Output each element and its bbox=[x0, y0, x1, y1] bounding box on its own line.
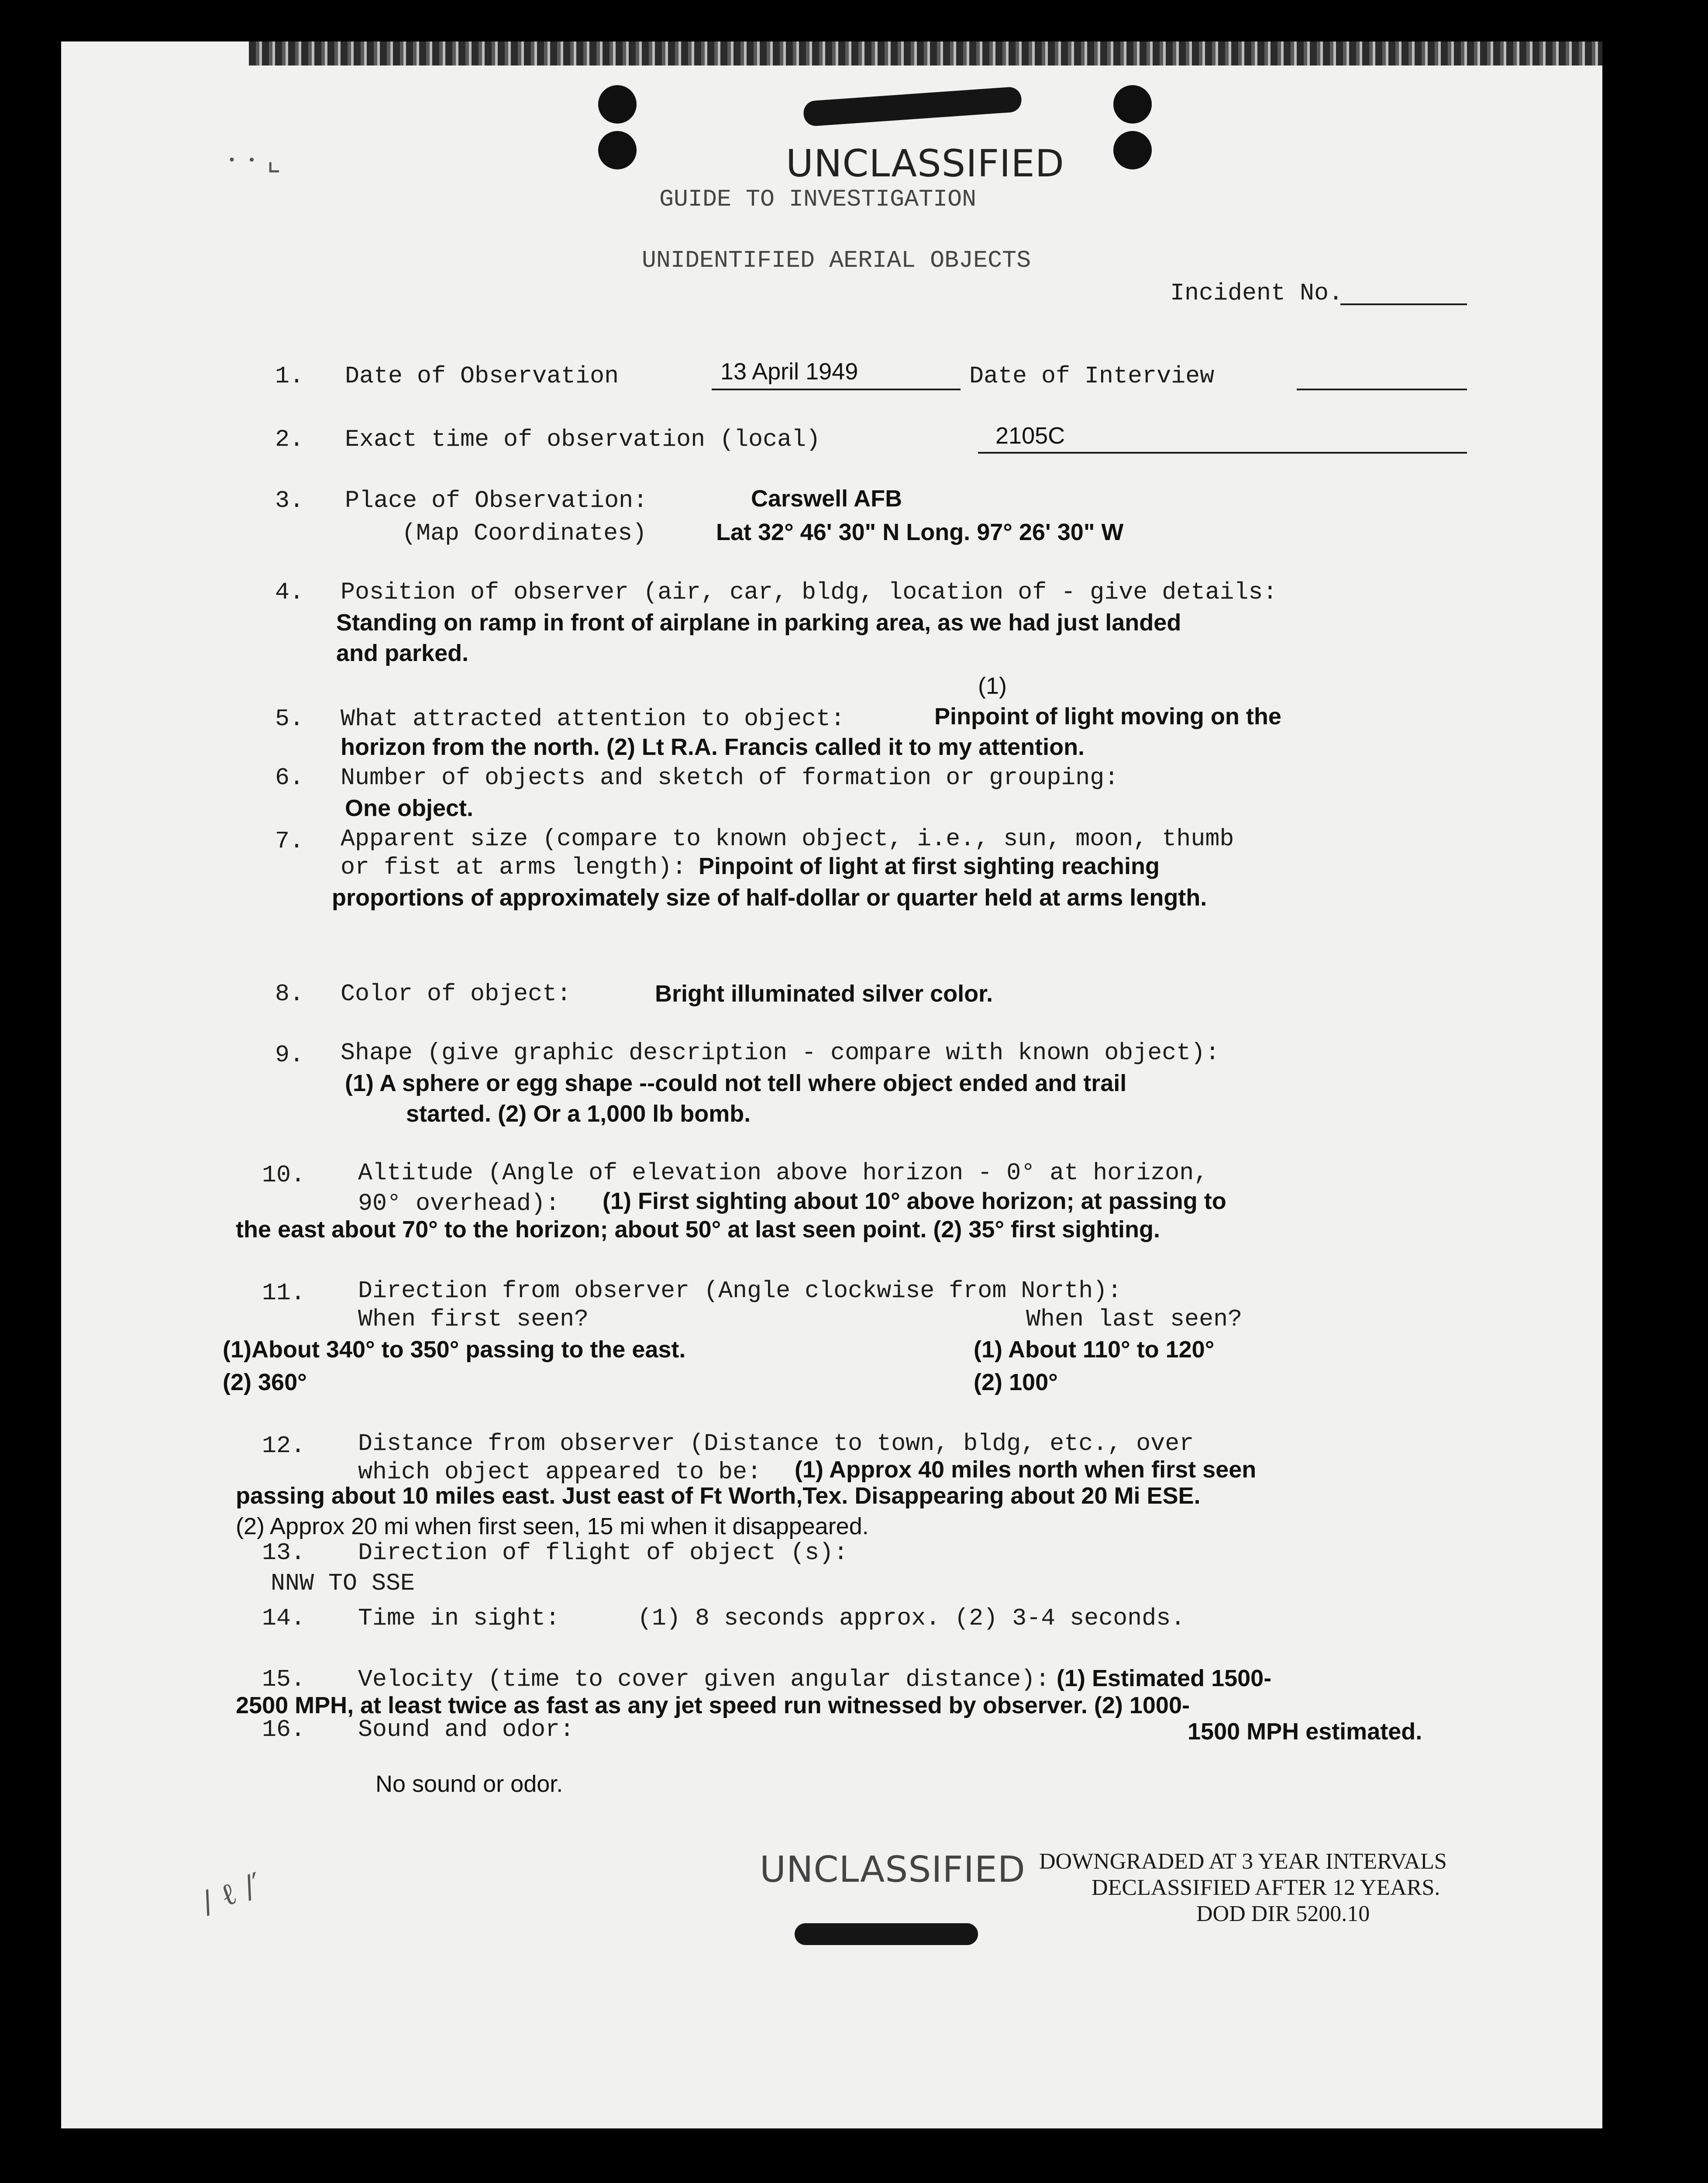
number-of-objects-label: Number of objects and sketch of formation or grouping: bbox=[341, 764, 1119, 792]
item-number: 5. bbox=[275, 705, 304, 733]
redaction-blot bbox=[803, 86, 1023, 127]
position-answer: and parked. bbox=[336, 640, 469, 666]
redaction-blot bbox=[795, 1923, 978, 1945]
downgrade-notice: DOWNGRADED AT 3 YEAR INTERVALS bbox=[1039, 1849, 1447, 1874]
attention-marker: (1) bbox=[978, 673, 1007, 699]
velocity-label: Velocity (time to cover given angular distance): bbox=[358, 1666, 1050, 1693]
observation-time-value: 2105C bbox=[995, 423, 1065, 449]
item-number: 11. bbox=[262, 1279, 306, 1307]
velocity-answer: 2500 MPH, at least twice as fast as any jet speed run witnessed by observer. (2) 1000- bbox=[236, 1692, 1190, 1718]
apparent-size-label: Apparent size (compare to known object, i.e., sun, moon, thumb bbox=[341, 825, 1234, 853]
item-number: 8. bbox=[275, 980, 304, 1008]
last-seen-answer: (1) About 110° to 120° bbox=[974, 1336, 1215, 1363]
downgrade-notice: DOD DIR 5200.10 bbox=[1196, 1901, 1370, 1926]
item-number: 12. bbox=[262, 1432, 306, 1460]
date-of-observation-field bbox=[712, 389, 961, 390]
number-of-objects-answer: One object. bbox=[345, 795, 474, 821]
observation-time-field bbox=[978, 452, 1467, 454]
item-number: 13. bbox=[262, 1539, 306, 1567]
distance-label: which object appeared to be: bbox=[358, 1458, 762, 1486]
position-answer: Standing on ramp in front of airplane in parking area, as we had just landed bbox=[336, 609, 1181, 636]
shape-answer: started. (2) Or a 1,000 lb bomb. bbox=[406, 1101, 751, 1127]
altitude-answer: the east about 70° to the horizon; about 50° at last seen point. (2) 35° first sighting. bbox=[236, 1216, 1160, 1243]
apparent-size-label: or fist at arms length): bbox=[341, 854, 687, 881]
item-number: 10. bbox=[262, 1161, 306, 1189]
altitude-label: 90° overhead): bbox=[358, 1190, 560, 1217]
item-number: 1. bbox=[275, 362, 304, 390]
incident-field bbox=[1340, 303, 1467, 305]
item-number: 7. bbox=[275, 827, 304, 855]
attention-answer: Pinpoint of light moving on the bbox=[934, 703, 1281, 730]
time-in-sight-label: Time in sight: bbox=[358, 1605, 560, 1632]
document-page bbox=[61, 41, 1602, 2128]
unclassified-stamp: UNCLASSIFIED bbox=[786, 142, 1064, 186]
first-seen-answer: (2) 360° bbox=[223, 1369, 307, 1395]
flight-direction-label: Direction of flight of object (s): bbox=[358, 1539, 848, 1567]
apparent-size-answer: proportions of approximately size of half-dollar or quarter held at arms length. bbox=[332, 885, 1207, 911]
item-number: 2. bbox=[275, 426, 304, 453]
attention-label: What attracted attention to object: bbox=[341, 705, 845, 733]
map-coordinates-value: Lat 32° 46' 30" N Long. 97° 26' 30" W bbox=[716, 519, 1124, 545]
color-label: Color of object: bbox=[341, 980, 572, 1008]
attention-answer: horizon from the north. (2) Lt R.A. Francis called it to my attention. bbox=[341, 734, 1085, 760]
downgrade-notice: DECLASSIFIED AFTER 12 YEARS. bbox=[1092, 1875, 1440, 1900]
punch-hole bbox=[1113, 85, 1152, 124]
time-in-sight-answer: (1) 8 seconds approx. (2) 3-4 seconds. bbox=[637, 1605, 1185, 1632]
position-label: Position of observer (air, car, bldg, location of - give details: bbox=[341, 578, 1278, 606]
item-number: 16. bbox=[262, 1716, 306, 1743]
pen-mark: · ⋅ ⌞ bbox=[227, 142, 281, 178]
color-answer: Bright illuminated silver color. bbox=[655, 981, 993, 1007]
observation-time-label: Exact time of observation (local) bbox=[345, 426, 821, 453]
distance-label: Distance from observer (Distance to town, bldg, etc., over bbox=[358, 1430, 1194, 1457]
map-coordinates-label: (Map Coordinates) bbox=[402, 520, 647, 547]
date-of-interview-field bbox=[1297, 389, 1467, 390]
punch-hole bbox=[1113, 131, 1152, 169]
sound-odor-label: Sound and odor: bbox=[358, 1716, 575, 1743]
punch-hole bbox=[598, 131, 637, 169]
distance-answer: passing about 10 miles east. Just east of Ft Worth,Tex. Disappearing about 20 Mi ESE. bbox=[236, 1483, 1201, 1509]
first-seen-answer: (1)About 340° to 350° passing to the east. bbox=[223, 1336, 686, 1363]
apparent-size-answer: Pinpoint of light at first sighting reaching bbox=[699, 853, 1160, 879]
unclassified-stamp-bottom: UNCLASSIFIED bbox=[760, 1849, 1026, 1890]
item-number: 14. bbox=[262, 1605, 306, 1632]
item-number: 6. bbox=[275, 764, 304, 792]
date-of-interview-label: Date of Interview bbox=[969, 362, 1215, 390]
item-number: 4. bbox=[275, 578, 304, 606]
objects-title: UNIDENTIFIED AERIAL OBJECTS bbox=[642, 247, 1031, 274]
sound-odor-answer: No sound or odor. bbox=[375, 1771, 563, 1797]
distance-answer: (2) Approx 20 mi when first seen, 15 mi when it disappeared. bbox=[236, 1513, 869, 1539]
shape-answer: (1) A sphere or egg shape --could not tell where object ended and trail bbox=[345, 1070, 1127, 1096]
first-seen-label: When first seen? bbox=[358, 1305, 589, 1333]
scan-edge-band bbox=[249, 41, 1602, 65]
last-seen-label: When last seen? bbox=[1026, 1305, 1243, 1333]
distance-answer: (1) Approx 40 miles north when first seen bbox=[795, 1456, 1257, 1483]
item-number: 9. bbox=[275, 1041, 304, 1069]
velocity-answer: 1500 MPH estimated. bbox=[1188, 1718, 1422, 1745]
direction-label: Direction from observer (Angle clockwise from North): bbox=[358, 1277, 1122, 1305]
pen-mark: / ℓ /′ bbox=[196, 1866, 267, 1921]
item-number: 3. bbox=[275, 487, 304, 514]
incident-label: Incident No. bbox=[1170, 279, 1343, 307]
punch-hole bbox=[598, 85, 637, 124]
last-seen-answer: (2) 100° bbox=[974, 1369, 1058, 1395]
date-of-observation-value: 13 April 1949 bbox=[720, 358, 858, 385]
velocity-answer: (1) Estimated 1500- bbox=[1057, 1665, 1272, 1691]
flight-direction-answer: NNW TO SSE bbox=[271, 1570, 415, 1597]
date-of-observation-label: Date of Observation bbox=[345, 362, 619, 390]
shape-label: Shape (give graphic description - compare with known object): bbox=[341, 1039, 1220, 1067]
item-number: 15. bbox=[262, 1666, 306, 1693]
place-label: Place of Observation: bbox=[345, 487, 648, 514]
altitude-answer: (1) First sighting about 10° above horizon; at passing to bbox=[603, 1188, 1226, 1214]
guide-title: GUIDE TO INVESTIGATION bbox=[659, 186, 977, 213]
altitude-label: Altitude (Angle of elevation above horizon - 0° at horizon, bbox=[358, 1159, 1209, 1187]
place-value: Carswell AFB bbox=[751, 485, 902, 512]
